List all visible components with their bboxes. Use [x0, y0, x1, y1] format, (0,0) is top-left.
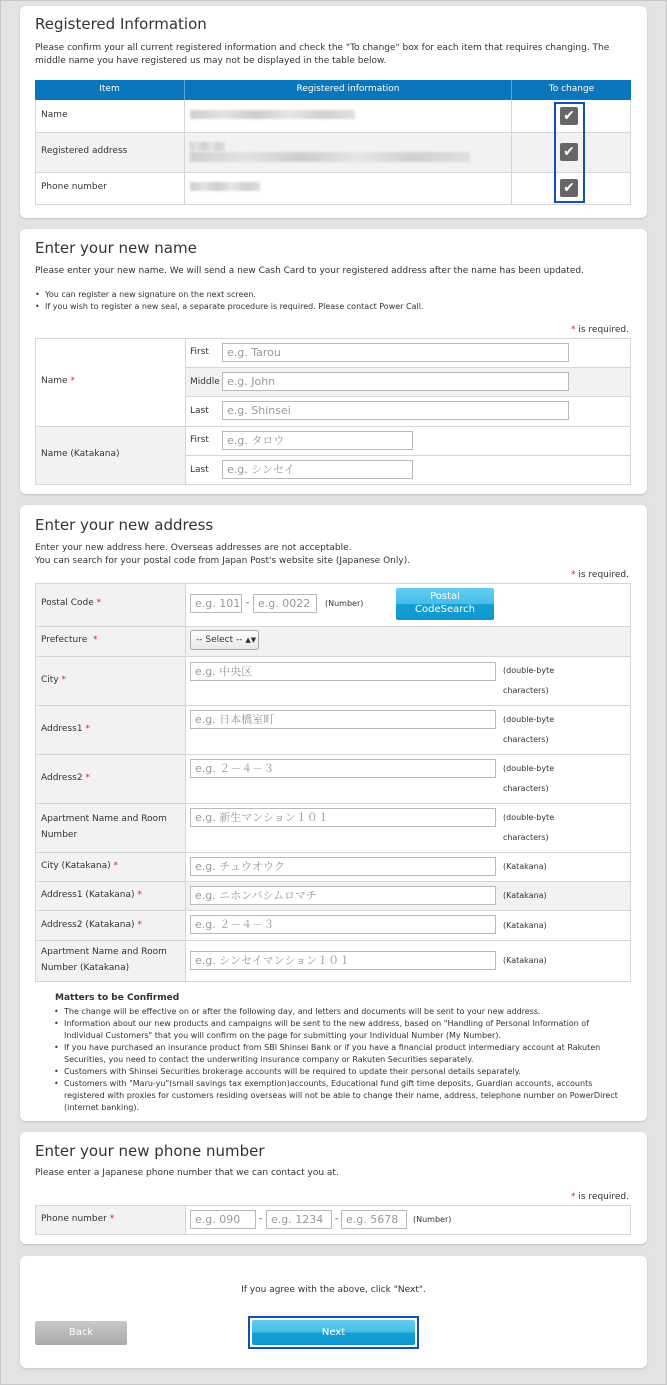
phone-separator: -	[335, 1214, 339, 1224]
col-divider	[185, 583, 186, 982]
address2-unit-2: characters)	[503, 784, 549, 793]
row-divider	[35, 426, 631, 427]
address1-kana-input[interactable]: e.g. ニホンバシムロマチ	[190, 886, 496, 905]
postal-btn-line2: CodeSearch	[415, 604, 475, 615]
matter-item: • If you have purchased an insurance product from SBI Shinsei Bank or if you have a financial product intermediary account at Rakuten Securities, you need to contact the underwriting insurance company or Rakuten Securities separately.	[54, 1042, 629, 1066]
first-label: First	[190, 347, 209, 357]
name-label: Name *	[41, 376, 75, 386]
apartment-kana-label-2: Number (Katakana)	[41, 963, 130, 973]
address1-input[interactable]: e.g. 日本橋室町	[190, 710, 496, 729]
new-address-card	[20, 505, 647, 1121]
masked-name	[190, 110, 355, 119]
new-name-title: Enter your new name	[35, 239, 197, 257]
row-divider	[35, 881, 631, 882]
new-name-bullets	[35, 289, 423, 313]
last-name-input[interactable]: e.g. Shinsei	[222, 401, 569, 420]
phone-part-1-input[interactable]: e.g. 090	[190, 1210, 256, 1229]
kana-last-label: Last	[190, 465, 209, 475]
col-info-header: Registered information	[296, 84, 400, 94]
row-divider	[35, 656, 631, 657]
row-divider	[35, 754, 631, 755]
bullet-seal: • If you wish to register a new seal, a separate procedure is required. Please contact Power Call.	[35, 301, 423, 313]
row-label-name: Name	[41, 110, 68, 120]
prefecture-label: Prefecture *	[41, 635, 98, 645]
to-change-checkbox-phone[interactable]: ✔	[560, 179, 578, 197]
row-divider	[185, 396, 631, 397]
col-divider	[184, 100, 185, 205]
postal-code-label: Postal Code *	[41, 598, 102, 608]
apartment-unit-2: characters)	[503, 833, 549, 842]
row-divider	[35, 803, 631, 804]
col-divider	[185, 1205, 186, 1235]
row-divider	[35, 940, 631, 941]
masked-address	[190, 142, 225, 151]
kana-first-label: First	[190, 435, 209, 445]
masked-address	[190, 152, 470, 162]
new-address-title: Enter your new address	[35, 516, 214, 534]
postal-btn-line1: Postal	[430, 591, 460, 602]
last-label: Last	[190, 406, 209, 416]
address1-kana-unit: (Katakana)	[503, 891, 547, 900]
city-kana-input[interactable]: e.g. チュウオウク	[190, 857, 496, 876]
middle-label: Middle	[190, 377, 220, 387]
select-arrows-icon: ▲▼	[245, 636, 257, 644]
matter-item: • Information about our new products and campaigns will be sent to the new address, based on "Handling of Personal Information of Individual Customers" that you will confirm on the page for submitting your Individual Number (My Number).	[54, 1018, 629, 1042]
postal-unit: (Number)	[325, 599, 364, 608]
to-change-checkbox-address[interactable]: ✔	[560, 143, 578, 161]
registered-info-desc-2: middle name you have registered us may not be displayed in the table below.	[35, 56, 387, 66]
city-unit-1: (double-byte	[503, 666, 555, 675]
address1-label: Address1 *	[41, 724, 90, 734]
apartment-kana-label-1: Apartment Name and Room	[41, 947, 167, 957]
city-kana-unit: (Katakana)	[503, 862, 547, 871]
confirm-card	[20, 1256, 647, 1368]
registered-info-desc-1: Please confirm your all current registered information and check the "To change" box for each item that requires changing. The	[35, 43, 610, 53]
col-divider	[185, 338, 186, 485]
middle-name-input[interactable]: e.g. John	[222, 372, 569, 391]
address2-kana-input[interactable]: e.g. ２－４－３	[190, 915, 496, 934]
required-note: * is required.	[571, 570, 629, 580]
kana-last-input[interactable]: e.g. シンセイ	[222, 460, 413, 479]
phone-part-2-input[interactable]: e.g. 1234	[266, 1210, 332, 1229]
phone-part-3-input[interactable]: e.g. 5678	[341, 1210, 407, 1229]
matters-title: Matters to be Confirmed	[55, 993, 180, 1003]
apartment-unit-1: (double-byte	[503, 813, 555, 822]
row-divider	[35, 705, 631, 706]
row-divider	[35, 132, 631, 133]
next-button[interactable]: Next	[252, 1320, 415, 1345]
prefecture-value: -- Select --	[196, 635, 246, 645]
required-note: * is required.	[571, 1192, 629, 1202]
col-item-header: Item	[99, 84, 120, 94]
row-divider	[35, 910, 631, 911]
postal-separator: -	[246, 598, 250, 608]
address2-kana-label: Address2 (Katakana) *	[41, 920, 142, 930]
apartment-label-1: Apartment Name and Room	[41, 814, 167, 824]
agree-text: If you agree with the above, click "Next".	[241, 1285, 426, 1295]
col-divider	[511, 100, 512, 205]
city-label: City *	[41, 675, 67, 685]
phone-separator: -	[259, 1214, 263, 1224]
apartment-kana-input[interactable]: e.g. シンセイマンション１０１	[190, 951, 496, 970]
postal-code-search-button[interactable]	[396, 588, 494, 620]
postal-code-2-input[interactable]: e.g. 0022	[253, 594, 317, 613]
address1-kana-label: Address1 (Katakana) *	[41, 890, 142, 900]
address1-unit-1: (double-byte	[503, 715, 555, 724]
phone-unit: (Number)	[413, 1215, 452, 1224]
city-unit-2: characters)	[503, 686, 549, 695]
matter-item: • The change will be effective on or after the following day, and letters and documents will be sent to your new address.	[54, 1006, 629, 1018]
phone-desc: Please enter a Japanese phone number that we can contact you at.	[35, 1168, 339, 1178]
apartment-kana-unit: (Katakana)	[503, 956, 547, 965]
registered-info-title: Registered Information	[35, 15, 207, 33]
apartment-label-2: Number	[41, 830, 78, 840]
address-desc-1: Enter your new address here. Overseas addresses are not acceptable.	[35, 543, 352, 553]
matters-list	[54, 1006, 629, 1114]
matter-item: • Customers with "Maru-yu"(small savings tax exemption)accounts, Educational fund gift time deposits, Guardian accounts, accounts registered with proxies for customers residing overseas will not be able to change their name, address, telephone number on PowerDirect (internet banking).	[54, 1078, 629, 1114]
kana-first-input[interactable]: e.g. タロウ	[222, 431, 413, 450]
row-divider	[35, 626, 631, 627]
matter-item: • Customers with Shinsei Securities brokerage accounts will be required to update their personal details separately.	[54, 1066, 629, 1078]
apartment-input[interactable]: e.g. 新生マンション１０１	[190, 808, 496, 827]
address-desc-2: You can search for your postal code from Japan Post's website site (Japanese Only).	[35, 556, 411, 566]
new-phone-card	[20, 1132, 647, 1244]
row-divider	[35, 852, 631, 853]
city-input[interactable]: e.g. 中央区	[190, 662, 496, 681]
back-button[interactable]: Back	[35, 1321, 127, 1345]
new-phone-title: Enter your new phone number	[35, 1142, 265, 1160]
required-note: * is required.	[571, 325, 629, 335]
address2-label: Address2 *	[41, 773, 90, 783]
address1-unit-2: characters)	[503, 735, 549, 744]
first-name-input[interactable]: e.g. Tarou	[222, 343, 569, 362]
row-divider	[185, 455, 631, 456]
prefecture-select[interactable]	[190, 630, 259, 650]
city-kana-label: City (Katakana) *	[41, 861, 118, 871]
row-divider	[185, 367, 631, 368]
row-label-address: Registered address	[41, 146, 128, 156]
row-label-phone: Phone number	[41, 182, 107, 192]
registered-info-card	[20, 6, 647, 218]
masked-phone	[190, 182, 260, 191]
col-change-header: To change	[548, 84, 595, 94]
row-divider	[35, 172, 631, 173]
new-name-desc: Please enter your new name. We will send a new Cash Card to your registered address after the name has been updated.	[35, 266, 584, 276]
phone-label: Phone number *	[41, 1214, 115, 1224]
to-change-checkbox-name[interactable]: ✔	[560, 107, 578, 125]
new-name-card	[20, 229, 647, 494]
postal-code-1-input[interactable]: e.g. 101	[190, 594, 242, 613]
address2-input[interactable]: e.g. ２－４－３	[190, 759, 496, 778]
address2-kana-unit: (Katakana)	[503, 921, 547, 930]
bullet-signature: • You can register a new signature on the next screen.	[35, 289, 423, 301]
kana-name-label: Name (Katakana)	[41, 449, 120, 459]
address2-unit-1: (double-byte	[503, 764, 555, 773]
